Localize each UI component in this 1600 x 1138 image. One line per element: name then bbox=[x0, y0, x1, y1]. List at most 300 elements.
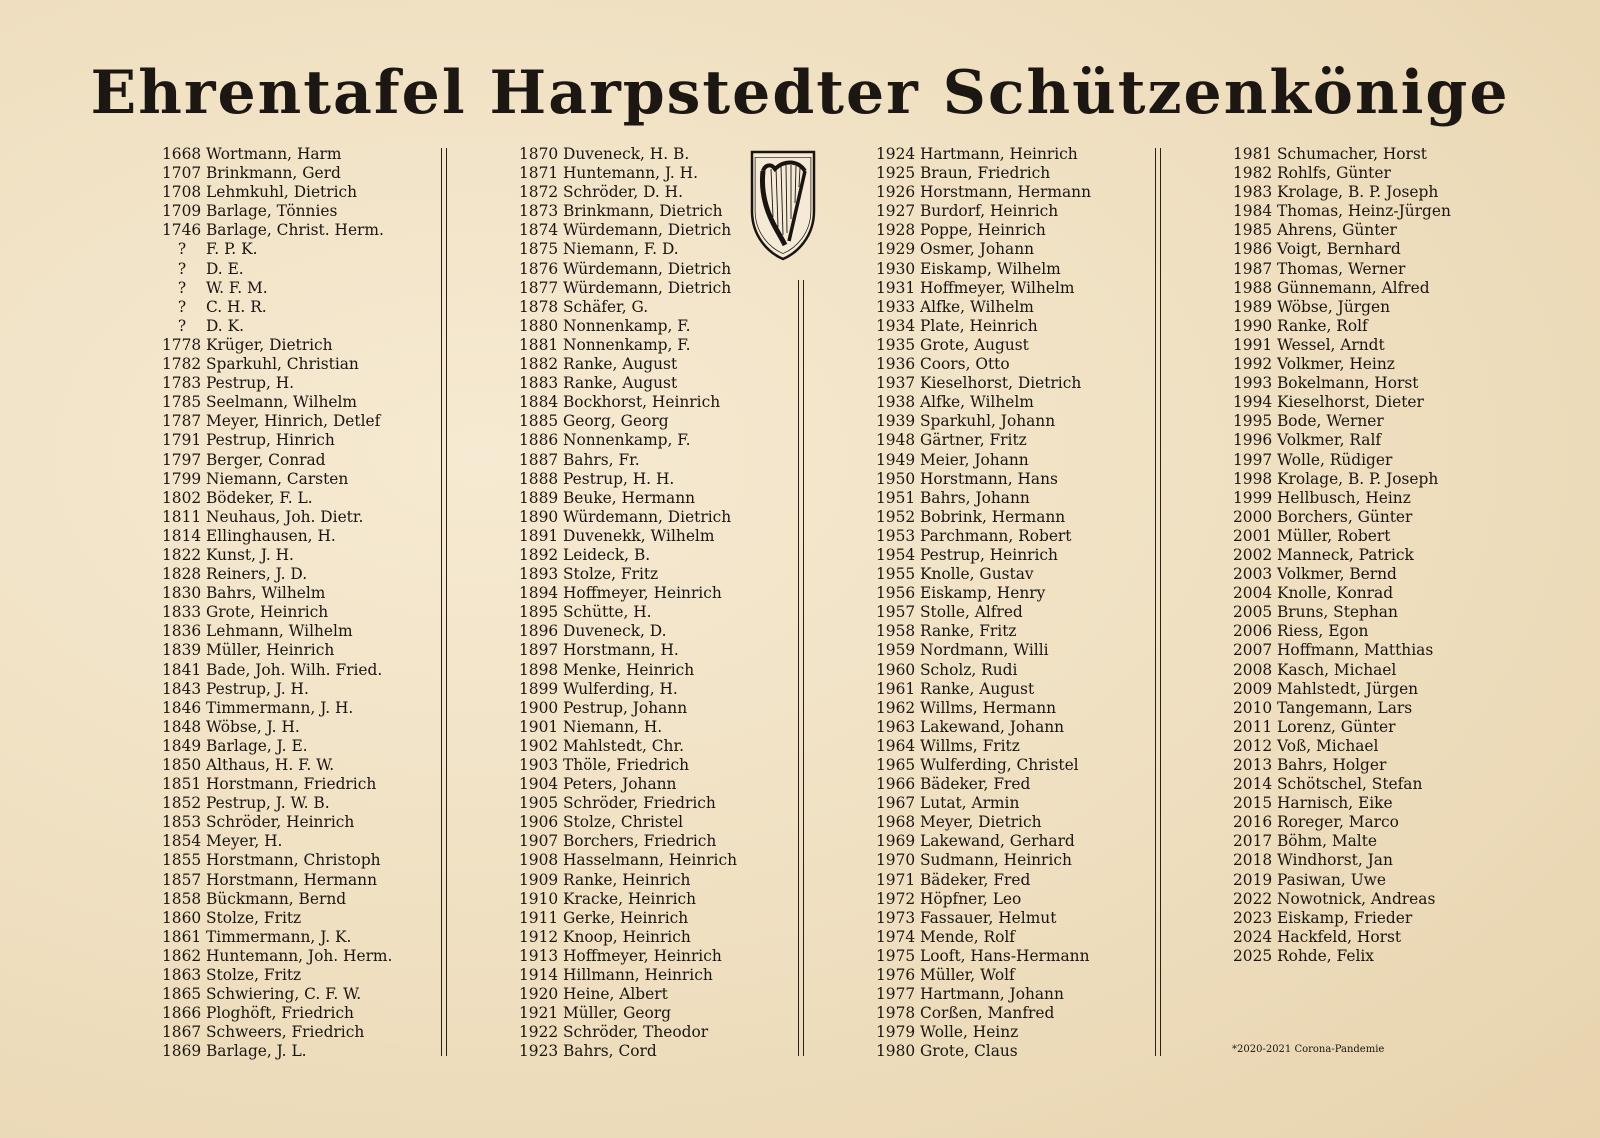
entry-name: Nordmann, Willi bbox=[920, 641, 1049, 660]
king-entry bbox=[162, 1004, 392, 1023]
entry-name: Müller, Robert bbox=[1277, 526, 1391, 545]
entry-year: 1961 bbox=[876, 679, 916, 698]
king-entry bbox=[519, 393, 737, 412]
entry-name: Sparkuhl, Christian bbox=[206, 355, 359, 374]
entry-year: 1889 bbox=[519, 488, 559, 507]
entry-name: Barlage, Christ. Herm. bbox=[206, 221, 384, 240]
entry-year: 1995 bbox=[1233, 412, 1273, 431]
king-entry bbox=[162, 947, 392, 966]
entry-name: Schwiering, C. F. W. bbox=[206, 985, 362, 1004]
entry-name: Pasiwan, Uwe bbox=[1277, 870, 1386, 889]
entry-year: 1949 bbox=[876, 450, 916, 469]
entry-year: 1849 bbox=[162, 736, 202, 755]
entry-name: Stolle, Alfred bbox=[920, 603, 1023, 622]
king-entry bbox=[162, 756, 392, 775]
entry-year: 1892 bbox=[519, 545, 559, 564]
king-entry bbox=[519, 183, 737, 202]
entry-name: Lakewand, Johann bbox=[920, 717, 1065, 736]
entry-year: 1867 bbox=[162, 1023, 202, 1042]
king-entry bbox=[519, 641, 737, 660]
entry-name: Würdemann, Dietrich bbox=[563, 259, 732, 278]
king-entry bbox=[162, 145, 392, 164]
entry-name: Nonnenkamp, F. bbox=[563, 431, 691, 450]
entry-year: 1987 bbox=[1233, 259, 1273, 278]
king-entry bbox=[1233, 317, 1451, 336]
entry-name: Würdemann, Dietrich bbox=[563, 221, 732, 240]
king-entry bbox=[519, 355, 737, 374]
king-entry bbox=[1233, 260, 1451, 279]
king-entry bbox=[519, 832, 737, 851]
entry-year: 1830 bbox=[162, 584, 202, 603]
king-entry bbox=[519, 317, 737, 336]
king-entry bbox=[162, 737, 392, 756]
entry-year: 1998 bbox=[1233, 469, 1273, 488]
entry-year: 1975 bbox=[876, 946, 916, 965]
entry-name: Ranke, August bbox=[563, 374, 678, 393]
entry-name: Windhorst, Jan bbox=[1277, 851, 1393, 870]
entry-year: 2004 bbox=[1233, 584, 1273, 603]
entry-year: 1893 bbox=[519, 565, 559, 584]
entry-name: Hoffmeyer, Heinrich bbox=[563, 946, 722, 965]
king-entry bbox=[162, 813, 392, 832]
entry-name: Fassauer, Helmut bbox=[920, 908, 1057, 927]
entry-name: Nonnenkamp, F. bbox=[563, 316, 691, 335]
entry-year: 1985 bbox=[1233, 221, 1273, 240]
entry-year: 1886 bbox=[519, 431, 559, 450]
king-entry bbox=[1233, 603, 1451, 622]
entry-name: Nowotnick, Andreas bbox=[1277, 889, 1436, 908]
entry-name: Hoffmeyer, Wilhelm bbox=[920, 278, 1075, 297]
king-entry bbox=[1233, 851, 1451, 870]
entry-year: 1799 bbox=[162, 469, 202, 488]
entry-year: 2012 bbox=[1233, 736, 1273, 755]
entry-name: Heine, Albert bbox=[563, 985, 668, 1004]
entry-name: Müller, Heinrich bbox=[206, 641, 335, 660]
entry-name: Meyer, Dietrich bbox=[920, 813, 1042, 832]
entry-name: Peters, Johann bbox=[563, 775, 677, 794]
king-entry bbox=[519, 756, 737, 775]
entry-year: 1898 bbox=[519, 660, 559, 679]
king-entry bbox=[519, 489, 737, 508]
entry-year: 1958 bbox=[876, 622, 916, 641]
entry-year: 1907 bbox=[519, 832, 559, 851]
entry-year: 1904 bbox=[519, 775, 559, 794]
entry-year: 1969 bbox=[876, 832, 916, 851]
entry-name: Parchmann, Robert bbox=[920, 526, 1072, 545]
entry-year: 1978 bbox=[876, 1004, 916, 1023]
entry-year: 1707 bbox=[162, 164, 202, 183]
entry-year: 2018 bbox=[1233, 851, 1273, 870]
king-entry bbox=[876, 985, 1091, 1004]
entry-name: Rohlfs, Günter bbox=[1277, 164, 1391, 183]
entry-name: C. H. R. bbox=[206, 297, 267, 316]
entry-name: Grote, Claus bbox=[920, 1042, 1018, 1061]
entry-name: Eiskamp, Frieder bbox=[1277, 908, 1413, 927]
entry-name: Brinkmann, Dietrich bbox=[563, 202, 723, 221]
king-entry bbox=[162, 584, 392, 603]
king-entry bbox=[162, 183, 392, 202]
entry-year: 1970 bbox=[876, 851, 916, 870]
king-entry bbox=[519, 985, 737, 1004]
entry-year: 2024 bbox=[1233, 927, 1273, 946]
entry-name: Grote, Heinrich bbox=[206, 603, 329, 622]
king-entry bbox=[162, 393, 392, 412]
entry-name: Horstmann, Friedrich bbox=[206, 775, 377, 794]
entry-year: 1956 bbox=[876, 584, 916, 603]
king-entry bbox=[1233, 737, 1451, 756]
entry-year: 2010 bbox=[1233, 698, 1273, 717]
entry-year: 1921 bbox=[519, 1004, 559, 1023]
entry-year: 1875 bbox=[519, 240, 559, 259]
entry-name: Braun, Friedrich bbox=[920, 164, 1051, 183]
entry-year: 1888 bbox=[519, 469, 559, 488]
entry-name: Meier, Johann bbox=[920, 450, 1029, 469]
entry-year: 2011 bbox=[1233, 717, 1273, 736]
king-entry bbox=[519, 1004, 737, 1023]
entry-year: 2015 bbox=[1233, 794, 1273, 813]
entry-name: Tangemann, Lars bbox=[1277, 698, 1413, 717]
harp-crest-icon bbox=[749, 149, 817, 261]
entry-year: 1870 bbox=[519, 145, 559, 163]
king-entry bbox=[519, 336, 737, 355]
entry-name: Kieselhorst, Dieter bbox=[1277, 393, 1424, 412]
entry-year: 1787 bbox=[162, 412, 202, 431]
entry-name: Ranke, Heinrich bbox=[563, 870, 691, 889]
king-entry bbox=[876, 470, 1091, 489]
king-entry bbox=[1233, 489, 1451, 508]
entry-year: ? bbox=[177, 297, 187, 316]
entry-year: 1982 bbox=[1233, 164, 1273, 183]
king-entry bbox=[876, 871, 1091, 890]
king-entry bbox=[519, 680, 737, 699]
entry-year: 1885 bbox=[519, 412, 559, 431]
king-entry bbox=[162, 851, 392, 870]
entry-year: 2014 bbox=[1233, 775, 1273, 794]
entry-year: 1839 bbox=[162, 641, 202, 660]
king-entry bbox=[162, 260, 392, 279]
king-entry bbox=[162, 279, 392, 298]
kings-column-2 bbox=[519, 145, 737, 1062]
entry-year: 1853 bbox=[162, 813, 202, 832]
king-entry bbox=[876, 412, 1091, 431]
entry-name: Volkmer, Ralf bbox=[1277, 431, 1382, 450]
king-entry bbox=[162, 336, 392, 355]
entry-year: 2000 bbox=[1233, 507, 1273, 526]
king-entry bbox=[162, 489, 392, 508]
entry-name: Eiskamp, Henry bbox=[920, 584, 1046, 603]
entry-name: D. K. bbox=[206, 316, 244, 335]
entry-year: 1911 bbox=[519, 908, 559, 927]
entry-name: Georg, Georg bbox=[563, 412, 669, 431]
king-entry bbox=[876, 1042, 1091, 1061]
entry-name: Kunst, J. H. bbox=[206, 545, 294, 564]
entry-year: 1852 bbox=[162, 794, 202, 813]
page-title: Ehrentafel Harpstedter Schützenkönige bbox=[90, 58, 1510, 128]
entry-name: Horstmann, Hermann bbox=[920, 183, 1091, 202]
entry-name: Bahrs, Wilhelm bbox=[206, 584, 326, 603]
king-entry bbox=[1233, 756, 1451, 775]
entry-year: 1802 bbox=[162, 488, 202, 507]
king-entry bbox=[876, 298, 1091, 317]
entry-name: Wöbse, Jürgen bbox=[1277, 297, 1390, 316]
entry-year: ? bbox=[177, 278, 187, 297]
king-entry bbox=[876, 699, 1091, 718]
entry-name: Wöbse, J. H. bbox=[206, 717, 300, 736]
king-entry bbox=[519, 470, 737, 489]
entry-name: Hoffmann, Matthias bbox=[1277, 641, 1434, 660]
entry-name: Ahrens, Günter bbox=[1277, 221, 1397, 240]
entry-name: Huntemann, Joh. Herm. bbox=[206, 946, 393, 965]
king-entry bbox=[519, 508, 737, 527]
entry-name: Bahrs, Fr. bbox=[563, 450, 640, 469]
entry-year: 1974 bbox=[876, 927, 916, 946]
entry-name: Bade, Joh. Wilh. Fried. bbox=[206, 660, 383, 679]
entry-name: Bödeker, F. L. bbox=[206, 488, 313, 507]
entry-name: Corßen, Manfred bbox=[920, 1004, 1055, 1023]
entry-year: 1891 bbox=[519, 526, 559, 545]
entry-name: Duveneck, D. bbox=[563, 622, 667, 641]
entry-name: Horstmann, Hermann bbox=[206, 870, 377, 889]
king-entry bbox=[876, 966, 1091, 985]
king-entry bbox=[162, 603, 392, 622]
entry-year: 1990 bbox=[1233, 316, 1273, 335]
entry-year: 1902 bbox=[519, 736, 559, 755]
king-entry bbox=[876, 584, 1091, 603]
entry-name: Pestrup, J. H. bbox=[206, 679, 309, 698]
king-entry bbox=[876, 183, 1091, 202]
entry-year: 1841 bbox=[162, 660, 202, 679]
king-entry bbox=[876, 317, 1091, 336]
entry-year: 2016 bbox=[1233, 813, 1273, 832]
entry-year: 1937 bbox=[876, 374, 916, 393]
king-entry bbox=[162, 164, 392, 183]
entry-year: 1876 bbox=[519, 259, 559, 278]
king-entry bbox=[519, 737, 737, 756]
entry-name: Bockhorst, Heinrich bbox=[563, 393, 721, 412]
entry-name: Huntemann, J. H. bbox=[563, 164, 698, 183]
entry-year: 1999 bbox=[1233, 488, 1273, 507]
king-entry bbox=[1233, 393, 1451, 412]
king-entry bbox=[1233, 890, 1451, 909]
entry-year: 1895 bbox=[519, 603, 559, 622]
king-entry bbox=[519, 699, 737, 718]
entry-name: Ranke, Rolf bbox=[1277, 316, 1368, 335]
entry-name: Voigt, Bernhard bbox=[1277, 240, 1401, 259]
entry-name: Bahrs, Holger bbox=[1277, 756, 1387, 774]
king-entry bbox=[1233, 909, 1451, 928]
entry-name: Wulferding, Christel bbox=[920, 756, 1079, 774]
entry-name: Wolle, Heinz bbox=[920, 1023, 1019, 1042]
entry-year: 1966 bbox=[876, 775, 916, 794]
entry-name: Lutat, Armin bbox=[920, 794, 1020, 813]
king-entry bbox=[519, 890, 737, 909]
king-entry bbox=[1233, 431, 1451, 450]
king-entry bbox=[876, 1004, 1091, 1023]
entry-year: 1862 bbox=[162, 946, 202, 965]
entry-year: 1935 bbox=[876, 335, 916, 354]
entry-year: 1857 bbox=[162, 870, 202, 889]
entry-year: 2007 bbox=[1233, 641, 1273, 660]
entry-name: Thomas, Werner bbox=[1277, 259, 1406, 278]
king-entry bbox=[519, 622, 737, 641]
king-entry bbox=[162, 317, 392, 336]
entry-name: Nonnenkamp, F. bbox=[563, 335, 691, 354]
king-entry bbox=[876, 145, 1091, 164]
king-entry bbox=[876, 565, 1091, 584]
king-entry bbox=[519, 412, 737, 431]
king-entry bbox=[162, 718, 392, 737]
king-entry bbox=[876, 451, 1091, 470]
entry-year: 1986 bbox=[1233, 240, 1273, 259]
entry-name: Wulferding, H. bbox=[563, 679, 678, 698]
entry-year: 1950 bbox=[876, 469, 916, 488]
entry-year: 2008 bbox=[1233, 660, 1273, 679]
entry-year: 1783 bbox=[162, 374, 202, 393]
entry-name: Bahrs, Cord bbox=[563, 1042, 657, 1061]
king-entry bbox=[162, 1042, 392, 1061]
entry-name: Hartmann, Heinrich bbox=[920, 145, 1078, 163]
entry-year: 1811 bbox=[162, 507, 202, 526]
king-entry bbox=[1233, 164, 1451, 183]
entry-name: Thöle, Friedrich bbox=[563, 756, 689, 774]
entry-year: 1866 bbox=[162, 1004, 202, 1023]
king-entry bbox=[876, 813, 1091, 832]
king-entry bbox=[162, 355, 392, 374]
entry-name: Meyer, H. bbox=[206, 832, 283, 851]
king-entry bbox=[162, 641, 392, 660]
entry-year: 2013 bbox=[1233, 756, 1273, 774]
entry-name: Kasch, Michael bbox=[1277, 660, 1397, 679]
entry-year: 1883 bbox=[519, 374, 559, 393]
entry-name: Schröder, Heinrich bbox=[206, 813, 355, 832]
king-entry bbox=[519, 871, 737, 890]
king-entry bbox=[876, 622, 1091, 641]
king-entry bbox=[519, 164, 737, 183]
king-entry bbox=[162, 527, 392, 546]
king-entry bbox=[876, 431, 1091, 450]
king-entry bbox=[519, 775, 737, 794]
entry-name: Beuke, Hermann bbox=[563, 488, 696, 507]
entry-name: Ranke, August bbox=[920, 679, 1035, 698]
entry-year: 2023 bbox=[1233, 908, 1273, 927]
entry-year: 1877 bbox=[519, 278, 559, 297]
king-entry bbox=[162, 832, 392, 851]
entry-name: Stolze, Christel bbox=[563, 813, 683, 832]
entry-year: 1973 bbox=[876, 908, 916, 927]
king-entry bbox=[162, 985, 392, 1004]
king-entry bbox=[1233, 221, 1451, 240]
entry-name: Leideck, B. bbox=[563, 545, 651, 564]
king-entry bbox=[162, 374, 392, 393]
entry-name: Willms, Hermann bbox=[920, 698, 1057, 717]
king-entry bbox=[1233, 928, 1451, 947]
entry-year: 1855 bbox=[162, 851, 202, 870]
entry-year: 1905 bbox=[519, 794, 559, 813]
entry-year: 1869 bbox=[162, 1042, 202, 1061]
king-entry bbox=[519, 909, 737, 928]
entry-name: Hoffmeyer, Heinrich bbox=[563, 584, 722, 603]
entry-name: Plate, Heinrich bbox=[920, 316, 1038, 335]
entry-year: 1924 bbox=[876, 145, 916, 163]
entry-year: ? bbox=[177, 240, 187, 259]
king-entry bbox=[876, 718, 1091, 737]
king-entry bbox=[162, 451, 392, 470]
entry-year: 1953 bbox=[876, 526, 916, 545]
king-entry bbox=[519, 928, 737, 947]
king-entry bbox=[1233, 374, 1451, 393]
entry-name: Borchers, Friedrich bbox=[563, 832, 717, 851]
king-entry bbox=[162, 680, 392, 699]
king-entry bbox=[162, 890, 392, 909]
king-entry bbox=[876, 240, 1091, 259]
entry-name: Harnisch, Eike bbox=[1277, 794, 1393, 813]
entry-name: Burdorf, Heinrich bbox=[920, 202, 1059, 221]
king-entry bbox=[1233, 298, 1451, 317]
king-entry bbox=[876, 851, 1091, 870]
king-entry bbox=[1233, 718, 1451, 737]
king-entry bbox=[876, 775, 1091, 794]
king-entry bbox=[519, 603, 737, 622]
entry-name: Seelmann, Wilhelm bbox=[206, 393, 357, 412]
king-entry bbox=[1233, 775, 1451, 794]
entry-year: 1981 bbox=[1233, 145, 1273, 163]
entry-name: Timmermann, J. K. bbox=[206, 927, 352, 946]
king-entry bbox=[162, 221, 392, 240]
entry-name: Ploghöft, Friedrich bbox=[206, 1004, 354, 1023]
entry-name: Günnemann, Alfred bbox=[1277, 278, 1430, 297]
entry-name: Grote, August bbox=[920, 335, 1029, 354]
entry-year: 1991 bbox=[1233, 335, 1273, 354]
entry-year: ? bbox=[177, 316, 187, 335]
entry-year: 1709 bbox=[162, 202, 202, 221]
king-entry bbox=[876, 756, 1091, 775]
king-entry bbox=[1233, 336, 1451, 355]
king-entry bbox=[1233, 508, 1451, 527]
king-entry bbox=[162, 546, 392, 565]
entry-year: 1785 bbox=[162, 393, 202, 412]
entry-name: Stolze, Fritz bbox=[206, 966, 302, 985]
king-entry bbox=[876, 947, 1091, 966]
entry-name: Sparkuhl, Johann bbox=[920, 412, 1056, 431]
king-entry bbox=[519, 661, 737, 680]
king-entry bbox=[162, 431, 392, 450]
king-entry bbox=[876, 164, 1091, 183]
king-entry bbox=[162, 699, 392, 718]
king-entry bbox=[162, 202, 392, 221]
king-entry bbox=[519, 145, 737, 164]
king-entry bbox=[162, 1023, 392, 1042]
entry-year: 1909 bbox=[519, 870, 559, 889]
king-entry bbox=[1233, 699, 1451, 718]
entry-name: Niemann, H. bbox=[563, 717, 663, 736]
entry-name: Timmermann, J. H. bbox=[206, 698, 354, 717]
king-entry bbox=[519, 813, 737, 832]
entry-year: 1965 bbox=[876, 756, 916, 774]
entry-name: Niemann, F. D. bbox=[563, 240, 679, 259]
king-entry bbox=[519, 240, 737, 259]
entry-name: Würdemann, Dietrich bbox=[563, 278, 732, 297]
entry-name: Hasselmann, Heinrich bbox=[563, 851, 737, 870]
entry-year: 1848 bbox=[162, 717, 202, 736]
entry-name: Hellbusch, Heinz bbox=[1277, 488, 1411, 507]
king-entry bbox=[876, 1023, 1091, 1042]
entry-name: Krüger, Dietrich bbox=[206, 335, 333, 354]
king-entry bbox=[1233, 527, 1451, 546]
entry-year: 1836 bbox=[162, 622, 202, 641]
king-entry bbox=[519, 966, 737, 985]
entry-name: Berger, Conrad bbox=[206, 450, 326, 469]
king-entry bbox=[519, 947, 737, 966]
